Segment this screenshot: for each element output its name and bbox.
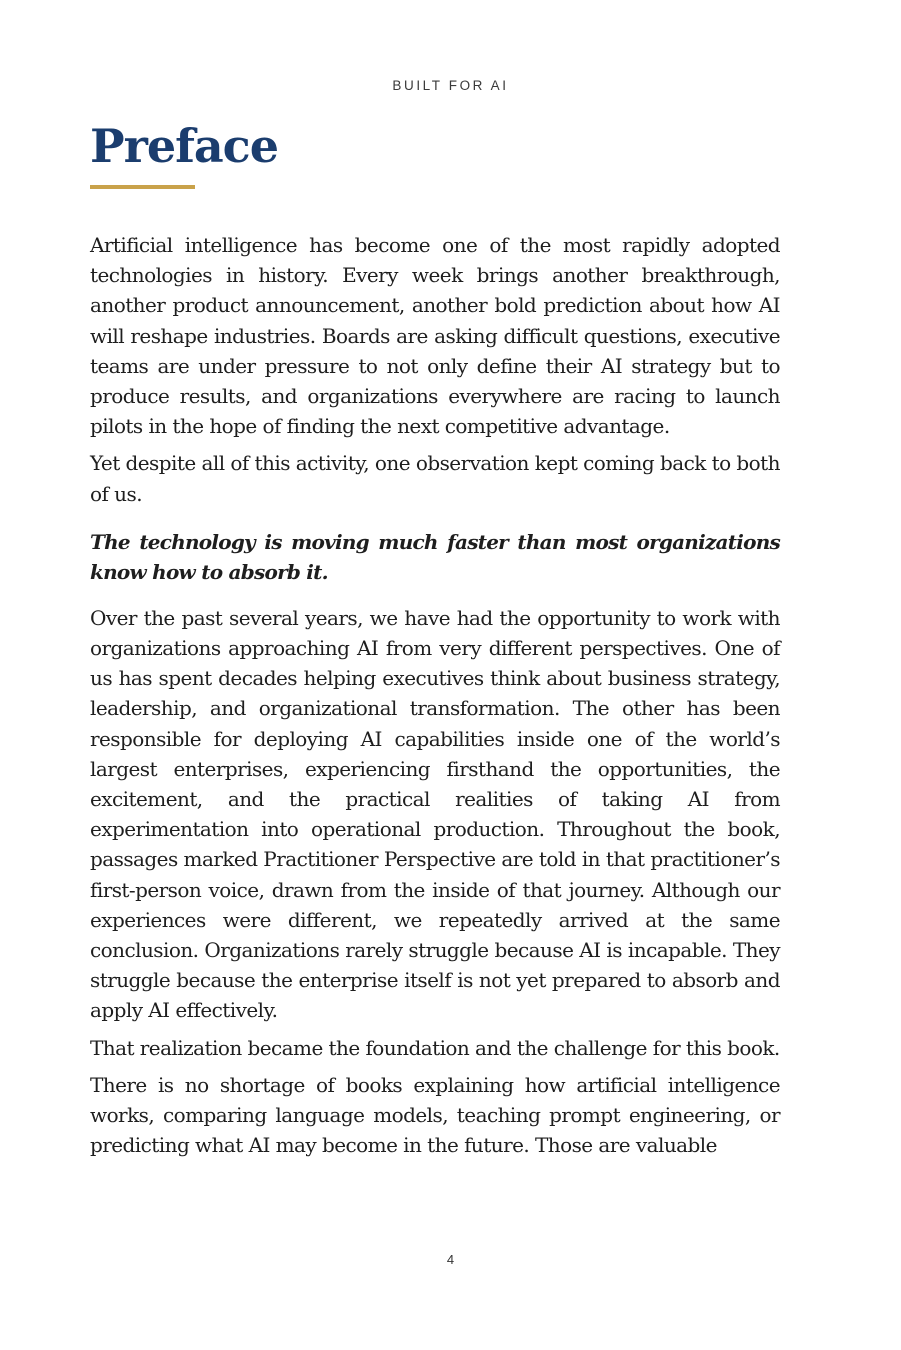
paragraph: Artificial intelligence has become one of the most rapidly adopted technologies in history. Every week brings another breakthrough, another product announcement, another bold prediction about how AI will reshape industries. Boards are asking difficult questions, executive teams are under pressure to not only define their AI strategy but to produce results, and organizations everywhere are racing to launch pilots in the hope of finding the next competitive advantage. — [90, 233, 780, 439]
title-underline — [90, 185, 195, 189]
page-number: 4 — [446, 1252, 455, 1267]
pull-quote: The technology is moving much faster than most organizations know how to absorb it. — [90, 529, 780, 584]
chapter-title: Preface — [90, 119, 278, 173]
paragraph: Over the past several years, we have had the opportunity to work with organizations approaching AI from very different perspectives. One of us has spent decades helping executives think about business strategy, leadership, and organizational transformation. The other has been responsible for deploying AI capabilities inside one of the world’s largest enterprises, experiencing firsthand the opportunities, the excitement, and the practical realities of taking AI from experimentation into operational production. Throughout the book, passages marked Practitioner Perspective are told in that practitioner’s first-person voice, drawn from the inside of that journey. Although our experiences were different, we repeatedly arrived at the same conclusion. Organizations rarely struggle because AI is incapable. They struggle because the enterprise itself is not yet prepared to absorb and apply AI effectively. — [90, 605, 780, 1023]
paragraph: That realization became the foundation and the challenge for this book. — [90, 1035, 780, 1060]
paragraph: There is no shortage of books explaining how artificial intelligence works, comparing language models, teaching prompt engineering, or predicting what AI may become in the future. Those are valuable — [90, 1072, 780, 1158]
paragraph: Yet despite all of this activity, one observation kept coming back to both of us. — [90, 451, 780, 506]
body-text — [90, 230, 780, 1167]
running-header: BUILT FOR AI — [392, 78, 509, 93]
